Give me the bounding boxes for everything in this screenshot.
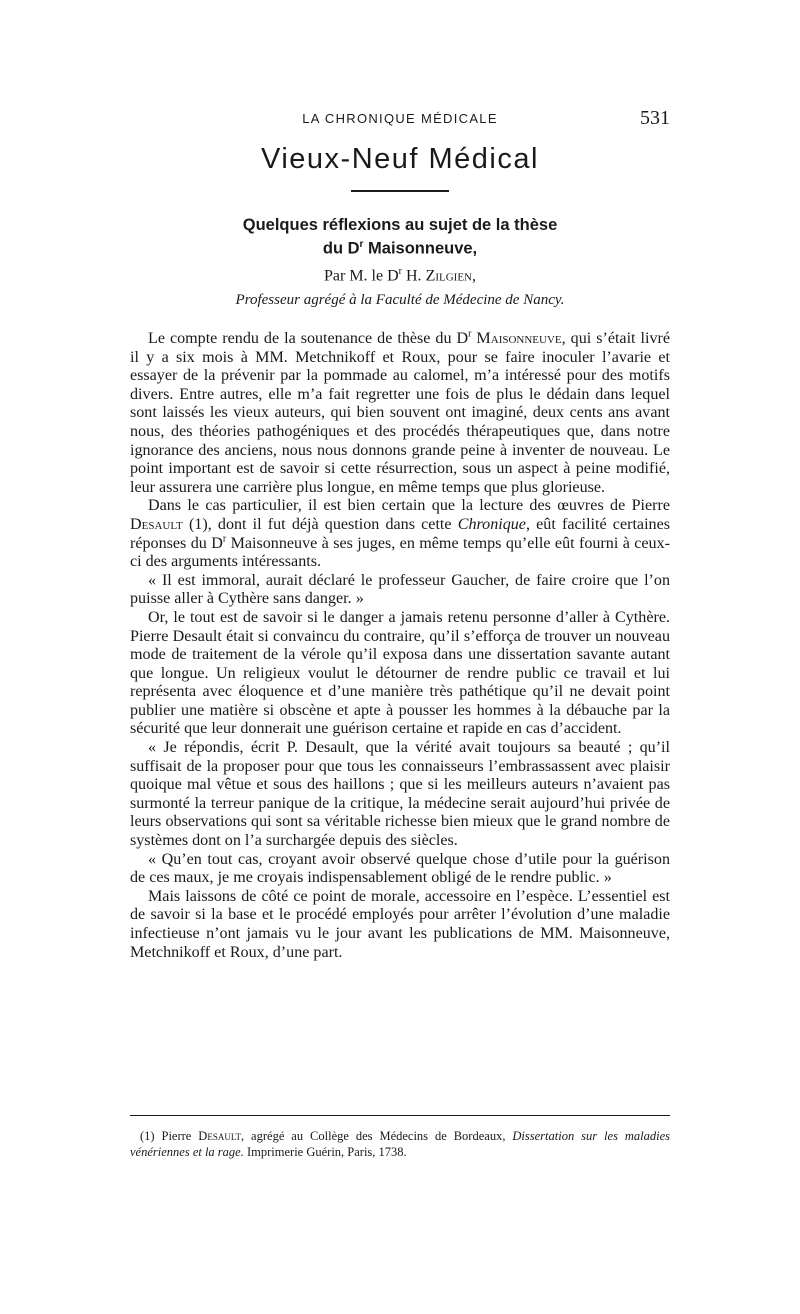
article-title-line1: Quelques réflexions au sujet de la thèse [242, 216, 558, 234]
byline-text: , [472, 267, 476, 285]
paragraph: Mais laissons de côté ce point de morale, accessoire en l’espèce. L’essentiel est de savoir si la base et le procédé employés pour arrêter l’évolution d’une maladie infectieuse n’ont jamais vu le jour avant les publications de MM. Maisonneuve, Metchnikoff et Roux, d’une part. [130, 887, 670, 961]
paragraph: « Je répondis, écrit P. Desault, que la vérité avait toujours sa beauté ; qu’il suffisait de la proposer pour que tous les connaisseurs l’embrassassent avec plaisir quoique mal vêtue et sous des haillons ; que si les meilleurs auteurs n’avaient pas surmonté la terreur panique de la critique, la médecine serait aujourd’hui privée de leurs observations qui sont sa véritable richesse bien mieux que le grand nombre de systèmes dont on l’a surchargée depuis des siècles. [130, 739, 670, 850]
author-name: Zilgien [425, 267, 472, 285]
article-title-line2 [130, 235, 670, 259]
article-body [130, 330, 670, 962]
paragraph: Or, le tout est de savoir si le danger a jamais retenu personne d’aller à Cythère. Pierre Desault était si convaincu du contraire, qu’il s’efforça de trouver un nouveau mode de traitement de la vérole qu’il exposa dans une dissertation savante autant que longue. Un religieux voulut le détourner de rendre public ce travail et lui représenta avec éloquence et d’une manière très pathétique qu’il ne devait point publier une matière si obscène et apte à pousser les hommes à la débauche par la sécurité que leur donnerait une guérison certaine et rapide en cas d’accident. [130, 608, 670, 738]
byline-superscript: r [398, 266, 402, 277]
footnote-text: (1) Pierre Desault, agrégé au Collège des Médecins de Bordeaux, Dissertation sur les maladies vénériennes et la rage. Imprimerie Guérin, Paris, 1738. [130, 1129, 671, 1159]
paragraph: « Il est immoral, aurait déclaré le professeur Gaucher, de faire croire que l’on puisse aller à Cythère sans danger. » [130, 571, 670, 608]
byline [130, 266, 670, 285]
paragraph: Le compte rendu de la soutenance de thèse du $D^r$ Maisonneuve, qui s’était livré il y a six mois à MM. Metchnikoff et Roux, pour se faire inoculer l’avarie et essayer de la prévenir par la pommade au calomel, m’a intéressé pour des motifs divers. Entre autres, elle m’a fait regretter une fois de plus le dédain dans lequel sont laissés les vieux auteurs, qui bien souvent ont imaginé, deux cents ans avant nous, des théories pathogéniques et des procédés thérapeutiques que, dans notre ignorance des anciens, nous nous donnons grande peine à inventer de nouveau. Le point important est de savoir si cette résurrection, sous un aspect à peine modifié, leur assurera une carrière plus longue, en même temps que plus glorieuse. [130, 328, 670, 496]
byline-text: H. [402, 267, 426, 285]
paragraph: Dans le cas particulier, il est bien certain que la lecture des œuvres de Pierre Desault (1), dont il fut déjà question dans cette Chronique, eût facilité certaines réponses du $D^r$ Maisonneuve à ses juges, en même temps qu’elle eût fourni à ceux-ci des arguments intéressants. [130, 497, 670, 571]
page-number: 531 [640, 107, 670, 129]
running-header [130, 107, 670, 133]
title-divider [351, 190, 449, 192]
byline-text: Par M. le D [324, 267, 399, 285]
article-title [130, 216, 670, 259]
footnote [130, 1128, 670, 1160]
author-affiliation: Professeur agrégé à la Faculté de Médecine de Nancy. [235, 292, 565, 308]
footnote-divider [130, 1115, 670, 1116]
title-text: Maisonneuve, [363, 239, 478, 258]
paragraph: « Qu’en tout cas, croyant avoir observé quelque chose d’utile pour la guérison de ces maux, je me croyais indispensablement obligé de le rendre public. » [130, 850, 670, 887]
title-superscript: r [359, 239, 364, 250]
running-title: LA CHRONIQUE MÉDICALE [302, 111, 498, 126]
title-text: du D [322, 239, 360, 258]
section-title: Vieux-Neuf Médical [261, 143, 539, 175]
